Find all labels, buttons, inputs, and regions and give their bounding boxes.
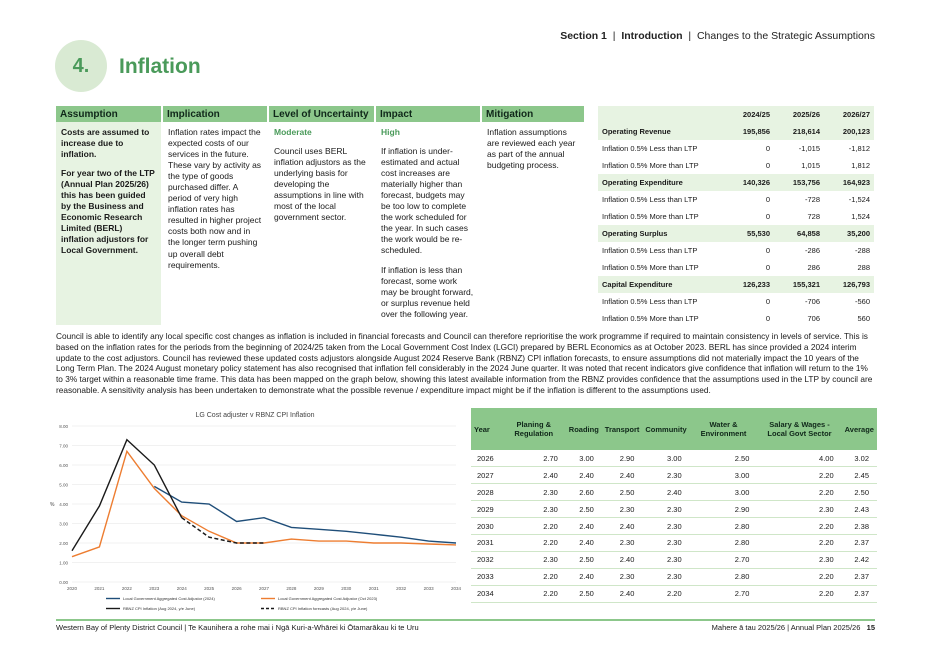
adjustor-value: 2.38 xyxy=(842,518,877,535)
adjustor-value: 2.20 xyxy=(502,585,566,602)
adjustor-value: 3.00 xyxy=(566,450,602,467)
financial-row xyxy=(598,293,874,310)
adjustor-value: 2.20 xyxy=(757,467,841,484)
adjustor-value: 2.40 xyxy=(502,467,566,484)
financial-value: 1,812 xyxy=(851,161,870,170)
financial-row-label: Inflation 0.5% More than LTP xyxy=(602,161,699,170)
adjustor-value: 2.37 xyxy=(842,568,877,585)
adjustor-header-row xyxy=(471,408,877,450)
adjustor-year: 2034 xyxy=(471,585,502,602)
header-impact: Impact xyxy=(375,106,481,122)
impact-text-1: If inflation is under-estimated and actual cost increases are materially higher than forecast, budgets may be too low to complete the work scheduled for the year. In such cases the work would be re-scheduled. xyxy=(381,146,468,256)
financial-row-label: Inflation 0.5% Less than LTP xyxy=(602,144,698,153)
financial-value: -1,524 xyxy=(848,195,870,204)
financial-row xyxy=(598,123,874,140)
financial-value: 0 xyxy=(765,161,770,170)
financial-row xyxy=(598,225,874,242)
impact-text-2: If inflation is less than forecast, some work may be brought forward, or surplus revenue held over the following year. xyxy=(381,264,474,319)
adjustor-value: 2.30 xyxy=(502,501,566,518)
financial-value: -706 xyxy=(804,297,820,306)
adjustor-row xyxy=(471,501,877,518)
adjustor-row xyxy=(471,568,877,585)
financial-value: -728 xyxy=(804,195,820,204)
adjustor-value: 2.30 xyxy=(642,501,689,518)
financial-value: -286 xyxy=(804,246,820,255)
adjustor-header-cell: Community xyxy=(642,408,689,450)
adjustor-value: 2.30 xyxy=(642,467,689,484)
x-tick-label: 2033 xyxy=(423,586,434,591)
adjustor-value: 2.30 xyxy=(502,551,566,568)
adjustor-value: 2.30 xyxy=(757,551,841,568)
legend-label: RBNZ CPI Inflation forecasts (Aug 2024, y/e June) xyxy=(278,606,368,611)
financial-value: 0 xyxy=(765,195,770,204)
adjustor-value: 2.80 xyxy=(690,534,758,551)
impact-level: High xyxy=(381,127,400,137)
section-label: Section 1 xyxy=(560,30,607,42)
uncertainty-level: Moderate xyxy=(274,127,312,137)
adjustor-value: 2.20 xyxy=(757,484,841,501)
financial-value: -560 xyxy=(854,297,870,306)
adjustor-value: 2.40 xyxy=(602,585,643,602)
adjustor-value: 2.50 xyxy=(842,484,877,501)
series-line-4 xyxy=(182,518,264,543)
adjustor-value: 2.70 xyxy=(502,450,566,467)
adjustor-year: 2027 xyxy=(471,467,502,484)
adjustor-value: 2.40 xyxy=(566,568,602,585)
financial-value: -1,812 xyxy=(848,144,870,153)
adjustor-value: 2.40 xyxy=(602,467,643,484)
mitigation-text: Inflation assumptions are reviewed each year as part of the annual budgeting process. xyxy=(487,127,576,171)
financial-value: 126,233 xyxy=(724,276,774,293)
adjustor-value: 3.02 xyxy=(842,450,877,467)
adjustor-value: 2.45 xyxy=(842,467,877,484)
financial-value: 164,923 xyxy=(824,174,874,191)
adjustor-header-cell: Planing & Regulation xyxy=(502,408,566,450)
adjustor-year: 2032 xyxy=(471,551,502,568)
financial-value: 288 xyxy=(857,263,870,272)
financial-value: 218,614 xyxy=(774,123,824,140)
financial-value: 195,856 xyxy=(724,123,774,140)
inflation-line-chart xyxy=(46,408,464,618)
financial-row-label: Inflation 0.5% More than LTP xyxy=(602,263,699,272)
adjustor-value: 2.20 xyxy=(757,518,841,535)
financial-row xyxy=(598,208,874,225)
financial-table-body xyxy=(598,123,874,327)
adjustor-value: 2.40 xyxy=(602,551,643,568)
series-line-3 xyxy=(72,440,182,551)
uncertainty-text: Council uses BERL inflation adjustors as the underlying basis for developing the assumptions in line with most of the local government sector. xyxy=(274,146,366,223)
adjustor-year: 2028 xyxy=(471,484,502,501)
mitigation-cell xyxy=(481,122,585,325)
y-tick-label: 5.00 xyxy=(59,482,68,488)
adjustor-header-cell: Transport xyxy=(602,408,643,450)
adjustor-value: 3.00 xyxy=(690,484,758,501)
financial-row xyxy=(598,276,874,293)
financial-value: 0 xyxy=(765,246,770,255)
x-tick-label: 2020 xyxy=(66,586,78,591)
impact-cell xyxy=(375,122,481,325)
financial-row-label: Operating Revenue xyxy=(598,123,724,140)
adjustor-row xyxy=(471,534,877,551)
financial-row xyxy=(598,310,874,327)
adjustor-value: 2.30 xyxy=(642,568,689,585)
adjustor-table-body xyxy=(471,450,877,602)
adjustor-value: 2.40 xyxy=(566,467,602,484)
adjustor-value: 2.40 xyxy=(566,534,602,551)
financial-sensitivity-table xyxy=(598,106,874,327)
financial-row xyxy=(598,174,874,191)
assumption-row xyxy=(56,122,585,325)
adjustor-value: 2.30 xyxy=(502,484,566,501)
footer-plan xyxy=(712,623,875,632)
x-tick-label: 2034 xyxy=(450,586,462,591)
adjustor-value: 2.20 xyxy=(757,585,841,602)
uncertainty-cell xyxy=(268,122,375,325)
chart-title: LG Cost adjuster v RBNZ CPI Inflation xyxy=(195,412,315,419)
footer-council: Western Bay of Plenty District Council | Te Kaunihera a rohe mai i Ngā Kuri-a-Whārei ki Ōtamarākau ki te Uru xyxy=(56,623,419,632)
financial-row xyxy=(598,242,874,259)
adjustor-value: 2.90 xyxy=(690,501,758,518)
adjustor-value: 2.90 xyxy=(602,450,643,467)
financial-value: 55,530 xyxy=(724,225,774,242)
y-tick-label: 3.00 xyxy=(59,521,68,527)
financial-value: -288 xyxy=(854,246,870,255)
assumption-cell xyxy=(56,122,162,325)
financial-value: 35,200 xyxy=(824,225,874,242)
adjustor-value: 2.70 xyxy=(690,551,758,568)
x-tick-label: 2029 xyxy=(313,586,324,591)
financial-value: 706 xyxy=(807,314,820,323)
adjustor-header-cell: Average xyxy=(842,408,877,450)
adjustor-year: 2030 xyxy=(471,518,502,535)
adjustor-year: 2029 xyxy=(471,501,502,518)
y-tick-label: 6.00 xyxy=(59,462,68,468)
assumption-text-1: Costs are assumed to increase due to inflation. xyxy=(61,127,150,160)
financial-value: 126,793 xyxy=(824,276,874,293)
y-tick-label: 4.00 xyxy=(59,501,68,507)
adjustor-value: 2.80 xyxy=(690,568,758,585)
adjustor-value: 2.40 xyxy=(602,518,643,535)
x-tick-label: 2030 xyxy=(341,586,352,591)
series-line-1 xyxy=(154,486,456,543)
legend-label: Local Government Aggregated Cost Adjustor (2024) xyxy=(123,596,215,601)
x-tick-label: 2021 xyxy=(94,586,105,591)
adjustor-value: 2.20 xyxy=(757,534,841,551)
financial-value: 0 xyxy=(765,144,770,153)
adjustor-value: 3.00 xyxy=(642,450,689,467)
adjustor-value: 2.30 xyxy=(642,518,689,535)
adjustor-header-cell: Water & Environment xyxy=(690,408,758,450)
section-header: Section 1 | Introduction | Changes to the Strategic Assumptions xyxy=(560,30,875,42)
financial-value: 1,015 xyxy=(801,161,820,170)
y-tick-label: 7.00 xyxy=(59,443,68,449)
financial-row-label: Inflation 0.5% Less than LTP xyxy=(602,297,698,306)
adjustor-row xyxy=(471,518,877,535)
adjustor-year: 2033 xyxy=(471,568,502,585)
adjustor-value: 2.37 xyxy=(842,534,877,551)
adjustor-value: 2.50 xyxy=(566,551,602,568)
financial-value: -1,015 xyxy=(798,144,820,153)
adjustor-value: 2.80 xyxy=(690,518,758,535)
financial-value: 0 xyxy=(765,297,770,306)
x-tick-label: 2022 xyxy=(121,586,132,591)
adjustor-value: 2.20 xyxy=(502,518,566,535)
x-tick-label: 2027 xyxy=(258,586,270,591)
header-uncertainty: Level of Uncertainty xyxy=(268,106,375,122)
adjustor-value: 2.50 xyxy=(602,484,643,501)
x-tick-label: 2023 xyxy=(149,586,160,591)
legend-label: RBNZ CPI Inflation (Aug 2024, y/e June) xyxy=(123,606,196,611)
financial-value: 0 xyxy=(765,212,770,221)
financial-col-2024-25: 2024/25 xyxy=(724,106,774,123)
cost-adjustor-table xyxy=(471,408,877,603)
financial-value: 64,858 xyxy=(774,225,824,242)
adjustor-row xyxy=(471,585,877,602)
adjustor-value: 2.30 xyxy=(602,568,643,585)
adjustor-value: 2.40 xyxy=(642,484,689,501)
y-tick-label: 1.00 xyxy=(59,560,68,566)
adjustor-value: 2.60 xyxy=(566,484,602,501)
adjustor-value: 2.50 xyxy=(690,450,758,467)
financial-row-label: Operating Surplus xyxy=(598,225,724,242)
assumption-header-row xyxy=(56,106,585,122)
financial-row-label: Inflation 0.5% Less than LTP xyxy=(602,246,698,255)
financial-row xyxy=(598,157,874,174)
x-tick-label: 2028 xyxy=(286,586,297,591)
adjustor-year: 2026 xyxy=(471,450,502,467)
financial-row-label: Inflation 0.5% Less than LTP xyxy=(602,195,698,204)
adjustor-value: 2.20 xyxy=(502,534,566,551)
financial-row xyxy=(598,191,874,208)
adjustor-header-cell: Year xyxy=(471,408,502,450)
financial-value: 560 xyxy=(857,314,870,323)
legend-label: Local Government Aggregated Cost Adjustor (Oct 2023) xyxy=(278,596,378,601)
financial-row xyxy=(598,140,874,157)
financial-row-label: Operating Expenditure xyxy=(598,174,724,191)
page-number: 15 xyxy=(866,623,875,632)
financial-row-label: Capital Expenditure xyxy=(598,276,724,293)
adjustor-value: 2.50 xyxy=(566,585,602,602)
adjustor-value: 2.40 xyxy=(566,518,602,535)
financial-row-label: Inflation 0.5% More than LTP xyxy=(602,212,699,221)
financial-row xyxy=(598,259,874,276)
x-tick-label: 2031 xyxy=(368,586,379,591)
page-title: Inflation xyxy=(119,55,201,78)
implication-cell xyxy=(162,122,268,325)
adjustor-header-cell: Roading xyxy=(566,408,602,450)
x-tick-label: 2032 xyxy=(396,586,407,591)
footer-divider xyxy=(56,619,875,621)
assumption-text-2: For year two of the LTP (Annual Plan 2025/26) this has been guided by the Business and Economic Research Limited (BERL) inflation adjustors for Local Government. xyxy=(61,168,155,256)
adjustor-header-cell: Salary & Wages - Local Govt Sector xyxy=(757,408,841,450)
adjustor-value: 4.00 xyxy=(757,450,841,467)
footer-plan-label: Mahere ā tau 2025/26 | Annual Plan 2025/26 xyxy=(711,623,861,632)
implication-text: Inflation rates impact the expected costs of our services in the future. These vary by activity as the type of goods purchased differ. A period of very high inflation rates has resulted in higher project costs both now and in the longer term pushing up overall debt requirements. xyxy=(168,127,262,270)
adjustor-value: 2.37 xyxy=(842,585,877,602)
adjustor-value: 2.43 xyxy=(842,501,877,518)
adjustor-value: 2.20 xyxy=(642,585,689,602)
y-tick-label: 2.00 xyxy=(59,540,68,546)
adjustor-value: 2.20 xyxy=(757,568,841,585)
x-tick-label: 2024 xyxy=(176,586,187,591)
header-mitigation: Mitigation xyxy=(481,106,585,122)
financial-value: 155,321 xyxy=(774,276,824,293)
adjustor-value: 2.20 xyxy=(502,568,566,585)
adjustor-value: 2.70 xyxy=(690,585,758,602)
adjustor-row xyxy=(471,551,877,568)
section-title: Changes to the Strategic Assumptions xyxy=(696,30,875,42)
adjustor-value: 2.50 xyxy=(566,501,602,518)
adjustor-row xyxy=(471,484,877,501)
financial-value: 1,524 xyxy=(851,212,870,221)
x-tick-label: 2026 xyxy=(231,586,242,591)
section-number-badge: 4. xyxy=(55,40,107,92)
assumption-table xyxy=(56,106,586,325)
body-paragraph: Council is able to identify any local specific cost changes as inflation is included in financial forecasts and Council can therefore reprioritise the work programme if required to maintain consistency in levels of service. This is based on the inflation rates for the periods from the beginning of 2024/25 taken from the Local Government Cost Index (LGCI) prepared by BERL Economics as at October 2023. BERL has since provided a 2024 interim update to the cost adjustors. Council has reviewed these updated costs adjustors alongside August 2024 Reserve Bank (RBNZ) CPI inflation forecasts, to ensure assumptions did not materially impact the 10 years of the Long Term Plan. The 2024 August monetary policy statement has also recognised that inflation fell considerably in the 2024 June quarter. It was noted that recent indicators give confidence that inflation will return to the 1% to 3% target within a reasonable time frame. This data has been mapped on the graph below, showing this latest available information from the RBNZ provides confidence that the assumptions used in the LTP by council are reasonable. A sensitivity analysis has been undertaken to demonstrate what the possible revenue / expenditure impact might be if the inflation is different to the assumptions used. xyxy=(56,331,873,395)
section-intro: Introduction xyxy=(621,30,683,42)
financial-value: 0 xyxy=(765,263,770,272)
adjustor-value: 2.30 xyxy=(602,501,643,518)
financial-header-row xyxy=(598,106,874,123)
financial-col-2026-27: 2026/27 xyxy=(824,106,874,123)
financial-value: 200,123 xyxy=(824,123,874,140)
adjustor-value: 2.30 xyxy=(602,534,643,551)
y-tick-label: 0.00 xyxy=(59,579,68,585)
adjustor-value: 2.30 xyxy=(757,501,841,518)
adjustor-row xyxy=(471,467,877,484)
adjustor-value: 2.30 xyxy=(642,534,689,551)
financial-value: 153,756 xyxy=(774,174,824,191)
header-assumption: Assumption xyxy=(56,106,162,122)
adjustor-year: 2031 xyxy=(471,534,502,551)
y-tick-label: 8.00 xyxy=(59,423,68,429)
financial-row-label: Inflation 0.5% More than LTP xyxy=(602,314,699,323)
adjustor-value: 2.42 xyxy=(842,551,877,568)
financial-col-blank xyxy=(598,106,724,123)
financial-value: 286 xyxy=(807,263,820,272)
header-implication: Implication xyxy=(162,106,268,122)
financial-value: 0 xyxy=(765,314,770,323)
adjustor-value: 3.00 xyxy=(690,467,758,484)
adjustor-value: 2.30 xyxy=(642,551,689,568)
y-axis-label: % xyxy=(50,502,55,508)
financial-value: 140,326 xyxy=(724,174,774,191)
x-tick-label: 2025 xyxy=(204,586,215,591)
adjustor-row xyxy=(471,450,877,467)
financial-value: 728 xyxy=(807,212,820,221)
financial-col-2025-26: 2025/26 xyxy=(774,106,824,123)
